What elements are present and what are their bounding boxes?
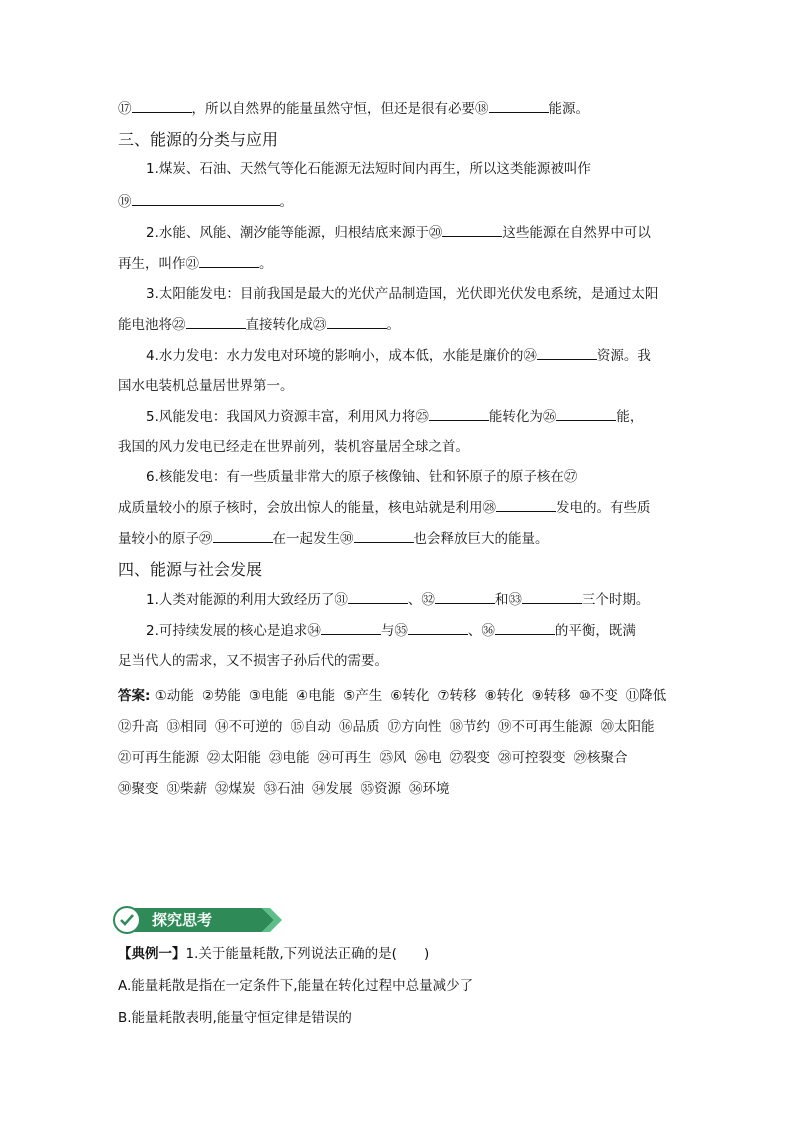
answer-item: ㉗裂变: [449, 750, 490, 766]
answer-item: ⑳太阳能: [600, 719, 655, 735]
blank-35[interactable]: [408, 620, 468, 635]
answer-item: ㉝石油: [263, 781, 304, 797]
text: 这些能源在自然界中可以: [502, 225, 651, 241]
text: 在一起发生㉚: [272, 531, 354, 547]
answer-item: ㉟资源: [360, 781, 401, 797]
text: 成质量较小的原子核时，会放出惊人的能量，核电站就是利用㉘: [118, 500, 496, 516]
blank-20[interactable]: [442, 222, 502, 237]
text: 与㉟: [380, 623, 408, 639]
question-3: [118, 284, 678, 335]
text: 我国的风力发电已经走在世界前列，装机容量居全球之首。: [118, 439, 469, 455]
section-banner: [112, 905, 282, 935]
answer-item: ㉒太阳能: [207, 750, 261, 766]
blank-28[interactable]: [496, 497, 556, 512]
text: 3.太阳能发电：目前我国是最大的光伏产品制造国，光伏即光伏发电系统，是通过太阳: [146, 286, 659, 302]
answer-item: ⑦转移: [437, 688, 477, 704]
text: 直接转化成㉓: [245, 317, 327, 333]
answer-item: ㉔可再生: [317, 750, 372, 766]
text: 足当代人的需求，又不损害子孙后代的需要。: [118, 653, 388, 669]
answer-item: ③电能: [248, 688, 289, 704]
answer-item: ⑥转化: [390, 688, 430, 704]
blank-25[interactable]: [429, 406, 489, 421]
blank-26[interactable]: [556, 406, 616, 421]
blank-32[interactable]: [435, 589, 495, 604]
question-4: [118, 345, 678, 396]
answer-item: ⑤产生: [343, 688, 383, 704]
blank-24[interactable]: [537, 345, 597, 360]
example-question: 1.关于能量耗散,下列说法正确的是( ): [185, 946, 430, 962]
answer-item: ⑲不可再生能源: [498, 719, 593, 735]
answer-item: ②势能: [201, 688, 241, 704]
answer-item: ㉑可再生能源: [118, 750, 199, 766]
text: 量较小的原子㉙: [118, 531, 213, 547]
answer-item: ㉘可控裂变: [498, 750, 566, 766]
answer-item: ㉕风: [379, 750, 407, 766]
text: 、㉜: [407, 592, 435, 608]
answer-label: 答案:: [118, 688, 151, 704]
answer-item: ⑰方向性: [387, 719, 442, 735]
text: 2.可持续发展的核心是追求㉞: [146, 623, 321, 639]
text: 。: [279, 194, 293, 210]
text: 能，: [616, 409, 644, 425]
answer-item: ㉜煤炭: [215, 781, 256, 797]
text: ⑰: [118, 101, 132, 117]
blank-36[interactable]: [495, 620, 555, 635]
answer-item: ⑯品质: [339, 719, 380, 735]
blank-21[interactable]: [199, 253, 259, 268]
section-heading-4: 四、能源与社会发展: [118, 560, 263, 579]
answer-item: ㉖电: [414, 750, 442, 766]
blank-17[interactable]: [132, 98, 192, 113]
text: 再生，叫作㉑: [118, 256, 199, 272]
text: 、㊱: [467, 623, 495, 639]
blank-22[interactable]: [186, 314, 246, 329]
answer-item: ①动能: [154, 688, 194, 704]
answer-item: ⑫升高: [118, 719, 159, 735]
text: 的平衡，既满: [554, 623, 636, 639]
text: 三个时期。: [581, 592, 650, 608]
text: 2.水能、风能、潮汐能等能源，归根结底来源于⑳: [146, 225, 443, 241]
option-a[interactable]: A.能量耗散是指在一定条件下,能量在转化过程中总量减少了: [118, 978, 474, 994]
question-5: [118, 406, 678, 457]
example-block: [118, 944, 678, 1040]
text: 能源。: [548, 101, 589, 117]
text: 能转化为㉖: [488, 409, 557, 425]
answer-item: ④电能: [296, 688, 336, 704]
text: 发电的。有些质: [556, 500, 651, 516]
text: 。: [259, 256, 273, 272]
blank-29[interactable]: [213, 528, 273, 543]
text: 6.核能发电：有一些质量非常大的原子核像铀、钍和钚原子的原子核在㉗: [146, 469, 578, 485]
text: ，所以自然界的能量虽然守恒，但还是很有必要⑱: [191, 101, 489, 117]
banner-title: 探究思考: [152, 911, 213, 929]
answer-item: ㉙核聚合: [573, 750, 628, 766]
answer-item: ⑧转化: [484, 688, 524, 704]
question-1: [118, 159, 678, 212]
answer-item: ㉛柴薪: [166, 781, 207, 797]
section-heading-3: 三、能源的分类与应用: [118, 130, 279, 149]
answer-item: ⑮自动: [290, 719, 331, 735]
text: ⑲: [118, 194, 132, 210]
answer-item: ㊱环境: [409, 781, 450, 797]
statement-2: [118, 620, 678, 671]
question-2: [118, 222, 678, 274]
blank-30[interactable]: [354, 528, 414, 543]
blank-18[interactable]: [489, 98, 549, 113]
answer-item: ㉚聚变: [118, 781, 159, 797]
text: 和㉝: [494, 592, 522, 608]
text: 4.水力发电：水力发电对环境的影响小，成本低，水能是廉价的㉔: [146, 348, 537, 364]
content: [118, 98, 678, 805]
blank-23[interactable]: [327, 314, 387, 329]
answer-item: ⑩不变: [578, 688, 618, 704]
option-b[interactable]: B.能量耗散表明,能量守恒定律是错误的: [118, 1010, 352, 1026]
answer-item: ⑬相同: [166, 719, 207, 735]
text: 1.人类对能源的利用大致经历了㉛: [146, 592, 348, 608]
answer-item: ⑱节约: [449, 719, 490, 735]
answer-item: ㉓电能: [269, 750, 310, 766]
text: 。: [386, 317, 400, 333]
text: 也会释放巨大的能量。: [413, 531, 549, 547]
statement-1: [118, 589, 678, 610]
text: 资源。我: [596, 348, 651, 364]
text: 国水电装机总量居世界第一。: [118, 378, 294, 394]
answer-list: [118, 681, 678, 805]
example-tag: 【典例一】: [118, 946, 186, 962]
answer-item: ⑭不可逆的: [215, 719, 283, 735]
blank-31[interactable]: [348, 589, 408, 604]
blank-34[interactable]: [321, 620, 381, 635]
text: 1.煤炭、石油、天然气等化石能源无法短时间内再生，所以这类能源被叫作: [146, 161, 591, 177]
answer-item: ⑪降低: [625, 688, 667, 704]
paragraph-17: [118, 98, 678, 119]
text: 能电池将㉒: [118, 317, 186, 333]
question-6: [118, 467, 678, 549]
text: 5.风能发电：我国风力资源丰富，利用风力将㉕: [146, 409, 429, 425]
answer-item: ⑨转移: [531, 688, 571, 704]
blank-19[interactable]: [132, 191, 280, 206]
answer-item: ㉞发展: [312, 781, 353, 797]
blank-33[interactable]: [522, 589, 582, 604]
